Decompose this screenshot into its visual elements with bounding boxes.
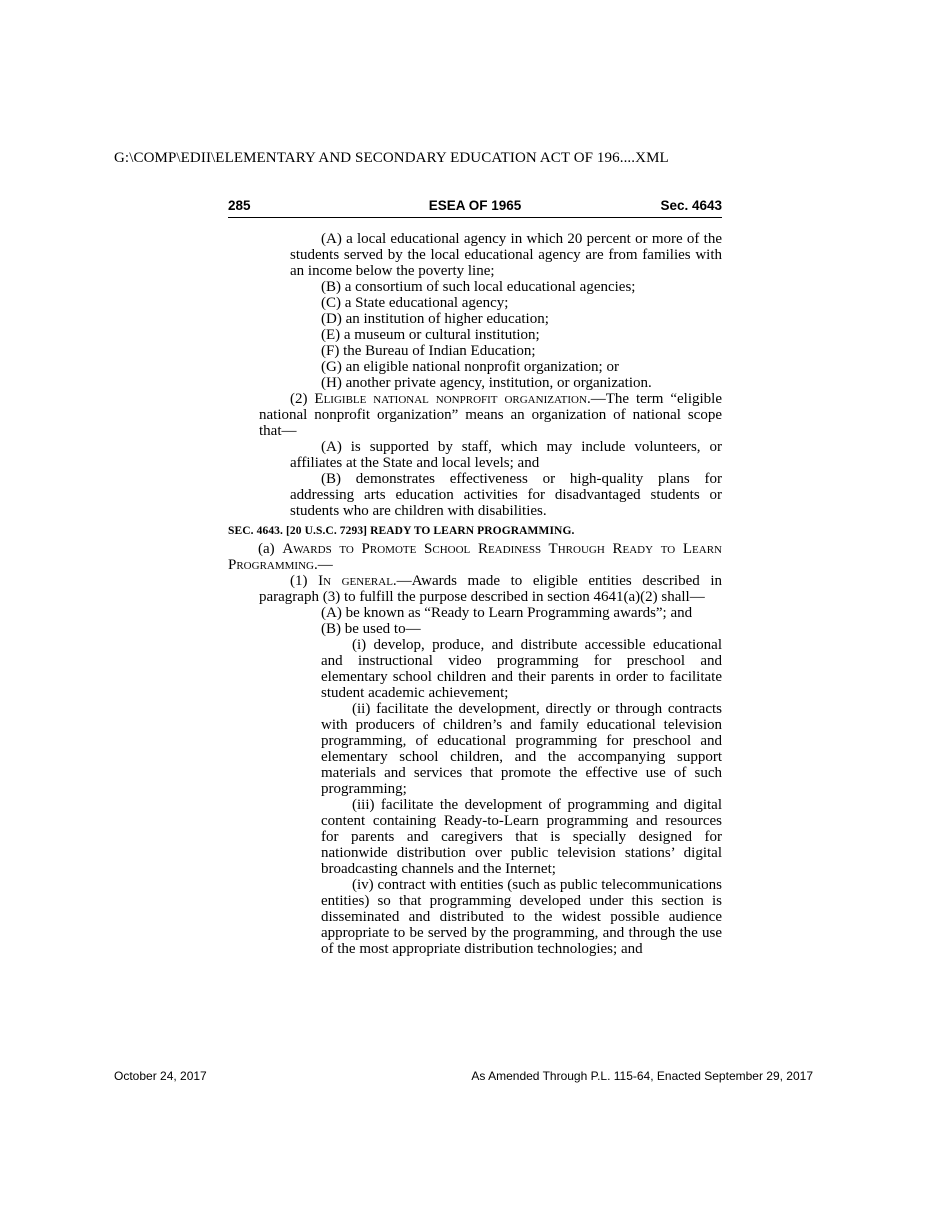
list-item: (A) a local educational agency in which 20 percent or more of the students served by the local educational agency are from families with an income below the poverty line; <box>290 231 722 279</box>
subsection-number: (a) <box>258 541 283 557</box>
list-item: (B) a consortium of such local educational agencies; <box>321 279 636 295</box>
clause-item: (iv) contract with entities (such as public telecommunications entities) so that programming developed under this section is disseminated and distributed to the widest possible audience appropriate to be served by the programming, and through the use of the most appropriate distribution technologies; and <box>321 877 722 957</box>
list-item: (B) be used to— <box>321 621 421 637</box>
list-item: (B) demonstrates effectiveness or high-quality plans for addressing arts education activities for disadvantaged students or students who are children with disabilities. <box>290 471 722 519</box>
footer-amendment-note: As Amended Through P.L. 115-64, Enacted September 29, 2017 <box>471 1069 813 1083</box>
list-item: (A) is supported by staff, which may include volunteers, or affiliates at the State and local levels; and <box>290 439 722 471</box>
section-heading: SEC. 4643. [20 U.S.C. 7293] READY TO LEARN PROGRAMMING. <box>228 525 575 537</box>
document-body <box>228 231 722 957</box>
list-item: (A) be known as “Ready to Learn Programming awards”; and <box>321 605 693 621</box>
list-item: (D) an institution of higher education; <box>321 311 549 327</box>
subsection-a <box>228 541 722 573</box>
section-label: Sec. 4643 <box>660 198 722 213</box>
paragraph-2 <box>228 391 722 439</box>
list-item: (F) the Bureau of Indian Education; <box>321 343 536 359</box>
footer-date: October 24, 2017 <box>114 1069 207 1083</box>
paragraph-heading: In general <box>318 573 393 589</box>
paragraph-1 <box>228 573 722 605</box>
paragraph-number: (2) <box>290 391 315 407</box>
list-item: (G) an eligible national nonprofit organization; or <box>321 359 619 375</box>
clause-item: (iii) facilitate the development of programming and digital content containing Ready-to-Learn programming and resources for parents and caregivers that is specially designed for nationwide distribution over public television stations’ digital broadcasting channels and the Internet; <box>321 797 722 877</box>
running-header <box>228 198 722 218</box>
page-number: 285 <box>228 198 251 213</box>
running-title: ESEA OF 1965 <box>428 198 522 213</box>
file-path: G:\COMP\EDII\ELEMENTARY AND SECONDARY EDUCATION ACT OF 196....XML <box>114 150 669 166</box>
paragraph-heading: Eligible national nonprofit organization <box>314 391 587 407</box>
list-item: (C) a State educational agency; <box>321 295 509 311</box>
paragraph-number: (1) <box>290 573 319 589</box>
clause-item: (i) develop, produce, and distribute accessible educational and instructional video programming for preschool and elementary school children and their parents in order to facilitate student academic achievement; <box>321 637 722 701</box>
list-item: (E) a museum or cultural institution; <box>321 327 540 343</box>
subsection-heading: Awards to Promote School Readiness Through Ready to Learn Programming <box>228 541 722 573</box>
clause-item: (ii) facilitate the development, directly or through contracts with producers of children’s and family educational television programming, of educational programming for preschool and elementary school children, and the accompanying support materials and services that promote the effective use of such programming; <box>321 701 722 797</box>
paragraph-text: .—Awards made to eligible entities described in paragraph (3) to fulfill the purpose described in section 4641(a)(2) shall— <box>259 573 722 605</box>
subsection-dash: .— <box>313 557 333 573</box>
list-item: (H) another private agency, institution, or organization. <box>321 375 652 391</box>
paragraph-text: .—The term “eligible national nonprofit organization” means an organization of national scope that— <box>259 391 723 439</box>
